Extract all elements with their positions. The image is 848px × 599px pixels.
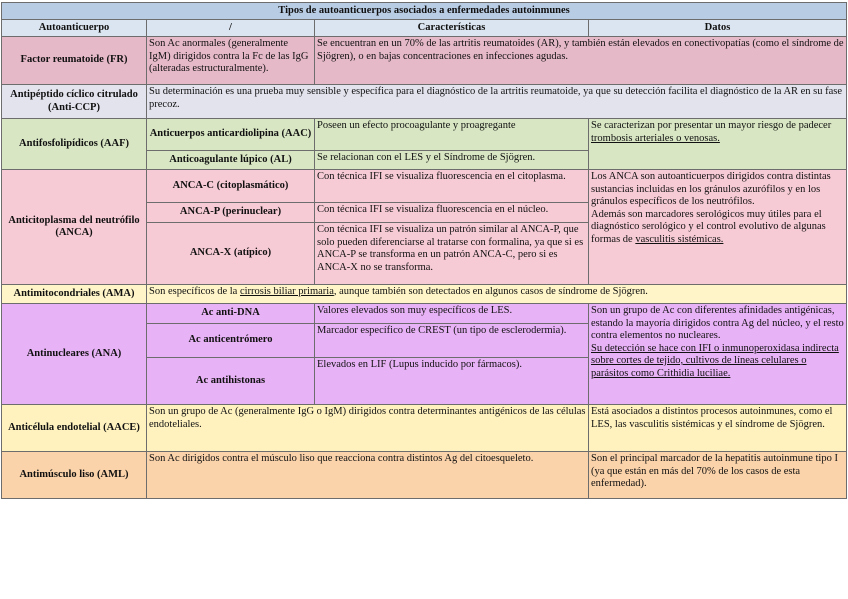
name-ama: Antimitocondriales (AMA) xyxy=(2,285,147,304)
aaf-datos-text: Se caracterizan por presentar un mayor riesgo de padecer xyxy=(591,120,832,131)
name-anti-ccp: Antipéptido cíclico citrulado (Anti-CCP) xyxy=(2,85,147,119)
link-trombosis[interactable]: trombosis arteriales o venosas. xyxy=(591,132,720,144)
title-row xyxy=(2,3,847,20)
subtype-anticentromero: Ac anticentrómero xyxy=(147,324,315,358)
row-anti-ccp xyxy=(2,85,847,119)
aaf-datos xyxy=(589,119,847,170)
row-aml xyxy=(2,452,847,499)
row-ana-dna xyxy=(2,304,847,324)
aml-datos: Son el principal marcador de la hepatitis autoinmune tipo I (ya que están en más del 70% de los casos de esta enfermedad). xyxy=(589,452,847,499)
row-factor-reumatoide xyxy=(2,37,847,85)
link-cirrosis[interactable]: cirrosis biliar primaria xyxy=(239,286,334,297)
anticentromero-characteristics: Marcador específico de CREST (un tipo de esclerodermia). xyxy=(315,324,589,358)
anca-datos-p2 xyxy=(591,209,844,247)
subtype-anca-x: ANCA-X (atípico) xyxy=(147,223,315,285)
ama-text-post: , aunque también son detectados en algunos casos de síndrome de Sjögren. xyxy=(333,286,648,297)
row-ama xyxy=(2,285,847,304)
anca-p-characteristics: Con técnica IFI se visualiza fluorescencia en el núcleo. xyxy=(315,203,589,223)
ana-datos-p1: Son un grupo de Ac con diferentes afinidades antigénicas, estando la mayoría dirigidos contra Ag del núcleo, y el resto contra elementos no nucleares. xyxy=(591,305,844,341)
subtype-aac: Anticuerpos anticardiolipina (AAC) xyxy=(147,119,315,151)
antihistonas-characteristics: Elevados en LIF (Lupus inducido por fármacos). xyxy=(315,358,589,405)
subtype-anca-c: ANCA-C (citoplasmático) xyxy=(147,170,315,203)
name-aace: Anticélula endotelial (AACE) xyxy=(2,405,147,452)
ama-text xyxy=(147,285,847,304)
autoantibody-table xyxy=(1,2,847,499)
ana-datos xyxy=(589,304,847,405)
header-autoanticuerpo: Autoanticuerpo xyxy=(2,20,147,37)
row-aaf-aac xyxy=(2,119,847,151)
subtype-al: Anticoagulante lúpico (AL) xyxy=(147,151,315,170)
name-factor-reumatoide: Factor reumatoide (FR) xyxy=(2,37,147,85)
anca-x-characteristics: Con técnica IFI se visualiza un patrón similar al ANCA-P, que solo pueden diferenciarse al tratarse con formalina, ya que si es ANCA-P se transforma en un patrón ANCA-C, pero si es ANCA-X no se transforma. xyxy=(315,223,589,285)
ccp-text: Su determinación es una prueba muy sensible y específica para el diagnóstico de la artritis reumatoide, ya que su detección facilita el diagnóstico de la AR en su fase precoz. xyxy=(147,85,847,119)
al-characteristics: Se relacionan con el LES y el Síndrome de Sjögren. xyxy=(315,151,589,170)
anti-dna-characteristics: Valores elevados son muy específicos de LES. xyxy=(315,304,589,324)
fr-characteristics: Se encuentran en un 70% de las artritis reumatoides (AR), y también están elevados en conectivopatías (como el síndrome de Sjögren), o en bajas concentraciones en infecciones agudas. xyxy=(315,37,847,85)
name-ana: Antinucleares (ANA) xyxy=(2,304,147,405)
row-aace xyxy=(2,405,847,452)
aac-characteristics: Poseen un efecto procoagulante y proagregante xyxy=(315,119,589,151)
anca-datos-p1: Los ANCA son autoanticuerpos dirigidos contra distintas sustancias incluidas en los gránulos azurófilos y en los gránulos específicos de los neutrófilos. xyxy=(591,171,831,207)
ama-text-pre: Son específicos de la xyxy=(149,286,240,297)
name-aaf: Antifosfolipídicos (AAF) xyxy=(2,119,147,170)
anca-datos-p2-text: Además son marcadores serológicos muy útiles para el diagnóstico serológico y el control evolutivo de algunas formas de xyxy=(591,208,826,245)
name-aml: Antimúsculo liso (AML) xyxy=(2,452,147,499)
anca-datos xyxy=(589,170,847,285)
header-subtype: / xyxy=(147,20,315,37)
anca-c-characteristics: Con técnica IFI se visualiza fluorescencia en el citoplasma. xyxy=(315,170,589,203)
header-row xyxy=(2,20,847,37)
header-datos: Datos xyxy=(589,20,847,37)
aace-datos: Está asociados a distintos procesos autoinmunes, como el LES, las vasculitis sistémicas y el síndrome de Sjögren. xyxy=(589,405,847,452)
header-caracteristicas: Características xyxy=(315,20,589,37)
subtype-anti-dna: Ac anti-DNA xyxy=(147,304,315,324)
aace-characteristics: Son un grupo de Ac (generalmente IgG o IgM) dirigidos contra determinantes antigénicos de las células endoteliales. xyxy=(147,405,589,452)
aml-characteristics: Son Ac dirigidos contra el músculo liso que reacciona contra distintos Ag del citoesqueleto. xyxy=(147,452,589,499)
subtype-anca-p: ANCA-P (perinuclear) xyxy=(147,203,315,223)
table-title: Tipos de autoanticuerpos asociados a enfermedades autoinmunes xyxy=(2,3,847,20)
ana-datos-p2: Su detección se hace con IFI o inmunoperoxidasa indirecta sobre cortes de tejido, cultivos de líneas celulares o parásitos como Crithidia luciliae. xyxy=(591,342,839,379)
row-anca-c xyxy=(2,170,847,203)
name-anca: Anticitoplasma del neutrófilo (ANCA) xyxy=(2,170,147,285)
subtype-antihistonas: Ac antihistonas xyxy=(147,358,315,405)
link-vasculitis[interactable]: vasculitis sistémicas. xyxy=(635,233,724,245)
fr-subtype-text: Son Ac anormales (generalmente IgM) dirigidos contra la Fc de las IgG (alteradas estructuralmente). xyxy=(147,37,315,85)
